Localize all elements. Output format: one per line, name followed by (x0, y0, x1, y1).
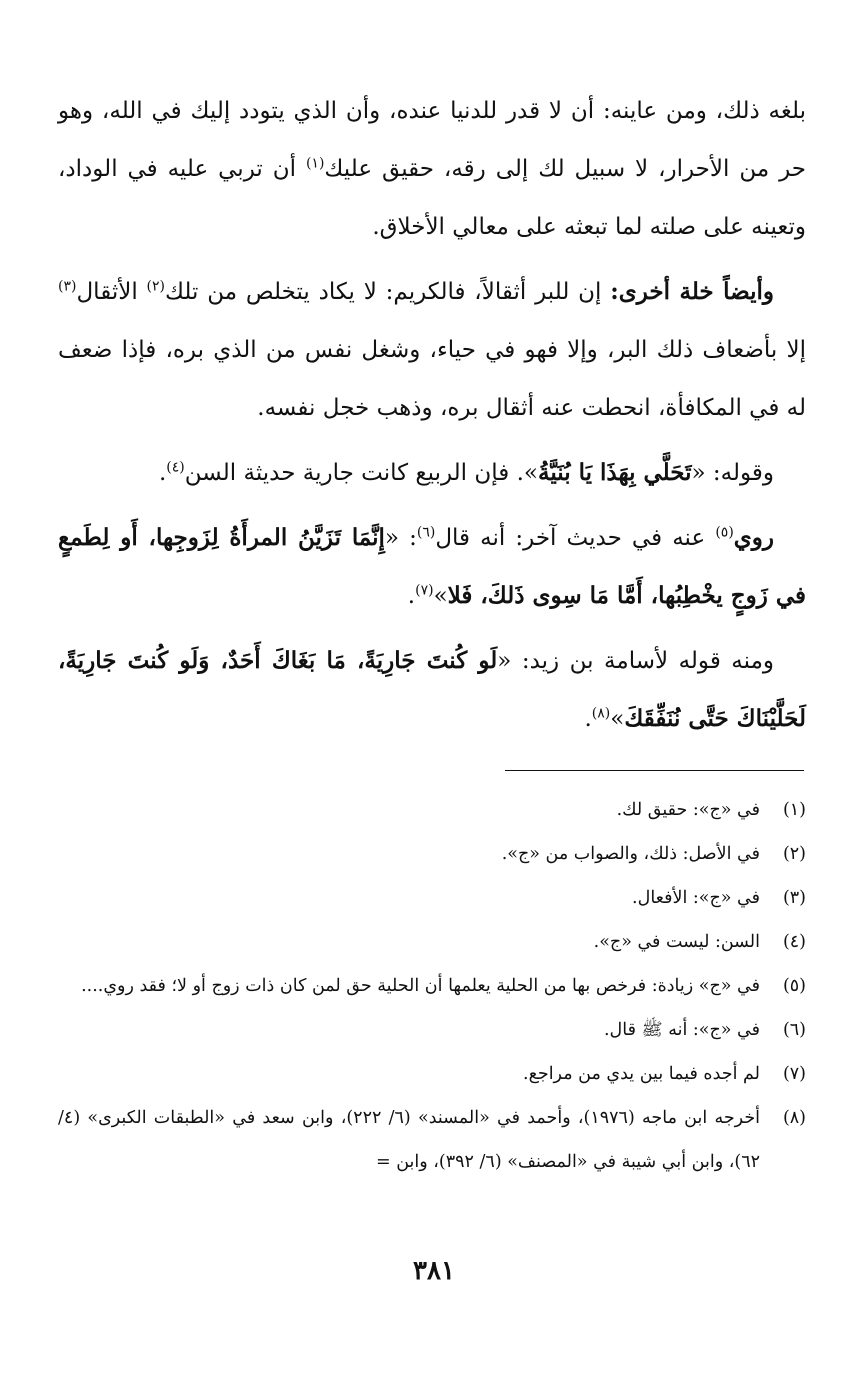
text-run: » (433, 583, 448, 609)
footnote (58, 1052, 806, 1096)
footnote-text: في «ج»: الأفعال. (632, 888, 760, 908)
footnote-marker: (١) (305, 155, 325, 172)
footnote-number: (٤) (782, 932, 806, 952)
footnote-number: (٧) (782, 1064, 806, 1084)
text-run: إن للبر أثقالاً، فالكريم: لا يكاد يتخلص من تلك (165, 279, 611, 305)
footnote-number: (٦) (782, 1020, 806, 1040)
footnote-text: السن: ليست في «ج». (593, 932, 760, 952)
footnote-text: في «ج»: حقيق لك. (616, 800, 760, 820)
footnote (58, 788, 806, 832)
footnote-number: (٥) (782, 976, 806, 996)
paragraph (58, 509, 806, 625)
footnote (58, 876, 806, 920)
page-number: ٣٨١ (413, 1256, 455, 1286)
footnote-text: لم أجده فيما بين يدي من مراجع. (523, 1064, 760, 1084)
footnote-marker: (٧) (415, 582, 434, 599)
paragraph (58, 632, 806, 748)
footnote-number: (٢) (782, 844, 806, 864)
footnote (58, 1008, 806, 1052)
footnote-marker: (٣) (58, 278, 77, 295)
text-run: ». فإن الربيع كانت جارية حديثة السن (184, 460, 538, 486)
footnotes (58, 788, 806, 1184)
footnote (58, 920, 806, 964)
paragraph (58, 82, 806, 256)
footnote-text: أخرجه ابن ماجه (١٩٧٦)، وأحمد في «المسند» (٦/ ٢٢٢)، وابن سعد في «الطبقات الكبرى» (٤/ ٦٢)، وابن أبي شيبة في «المصنف» (٦/ ٣٩٢)، وابن = (58, 1108, 760, 1172)
text-run: . (584, 706, 592, 732)
footnote-number: (١) (782, 800, 806, 820)
footnote-marker: (٨) (591, 705, 611, 722)
footnote-marker: (٦) (416, 524, 436, 541)
footnote-number: (٣) (782, 888, 806, 908)
footnote-text: في «ج»: أنه ﷺ قال. (603, 1020, 760, 1040)
footnote-marker: (٢) (146, 278, 165, 295)
text-run: وقوله: « (691, 460, 774, 486)
footnote-text: في الأصل: ذلك، والصواب من «ج». (501, 844, 760, 864)
text-run: : « (384, 525, 417, 551)
footnote-separator (505, 770, 804, 771)
footnote-number: (٨) (782, 1108, 806, 1128)
footnote (58, 832, 806, 876)
footnote (58, 1096, 806, 1184)
paragraph (58, 263, 806, 437)
paragraph (58, 444, 806, 502)
text-run: . (158, 460, 167, 486)
text-run: إلا بأضعاف ذلك البر، وإلا فهو في حياء، وشغل نفس من الذي بره، فإذا ضعف له في المكافأة، انحطت عنه أثقال بره، وذهب خجل نفسه. (58, 337, 806, 421)
footnote-text: في «ج» زيادة: فرخص بها من الحلية يعلمها أن الحلية حق لمن كان ذات زوج أو لا؛ فقد روي.... (81, 976, 760, 996)
emphasized-text: روي (733, 524, 774, 551)
emphasized-text: تَحَلَّي بِهَذَا يَا بُنَيَّةُ (537, 459, 692, 486)
main-text (58, 82, 806, 755)
text-run: بلغه ذلك، ومن عاينه: أن لا قدر للدنيا عنده، وأن الذي يتودد إليك في الله، وهو حر من الأحرار، لا سبيل لك إلى رقه، حقيق عليك (58, 98, 806, 182)
emphasized-text: إِنَّمَا تَزَيَّنُ المرأَةُ لِزَوجِها، أَو لِطَمعٍ في زَوجٍ يخْطِبُها، أَمَّا مَا سِوى ذَلكَ، فَلا (58, 524, 806, 609)
text-run: » (610, 706, 625, 732)
footnote-marker: (٤) (166, 459, 185, 476)
text-run: عنه في حديث آخر: أنه قال (435, 525, 716, 551)
text-run: الأثقال (76, 279, 147, 305)
text-run: أن تربي عليه في الوداد، وتعينه على صلته لما تبعثه على معالي الأخلاق. (58, 156, 806, 240)
text-run: ومنه قوله لأسامة بن زيد: « (497, 648, 775, 674)
text-run: . (407, 583, 416, 609)
footnote (58, 964, 806, 1008)
footnote-marker: (٥) (715, 524, 734, 541)
emphasized-text: لَو كُنتَ جَارِيَةً، مَا بَغَاكَ أَحَدٌ، وَلَو كُنتَ جَارِيَةً، لَحَلَّيْنَاكَ حَتَّى نُنَفِّقَكَ (58, 647, 806, 732)
emphasized-text: وأيضاً خلة أخرى: (610, 278, 774, 305)
